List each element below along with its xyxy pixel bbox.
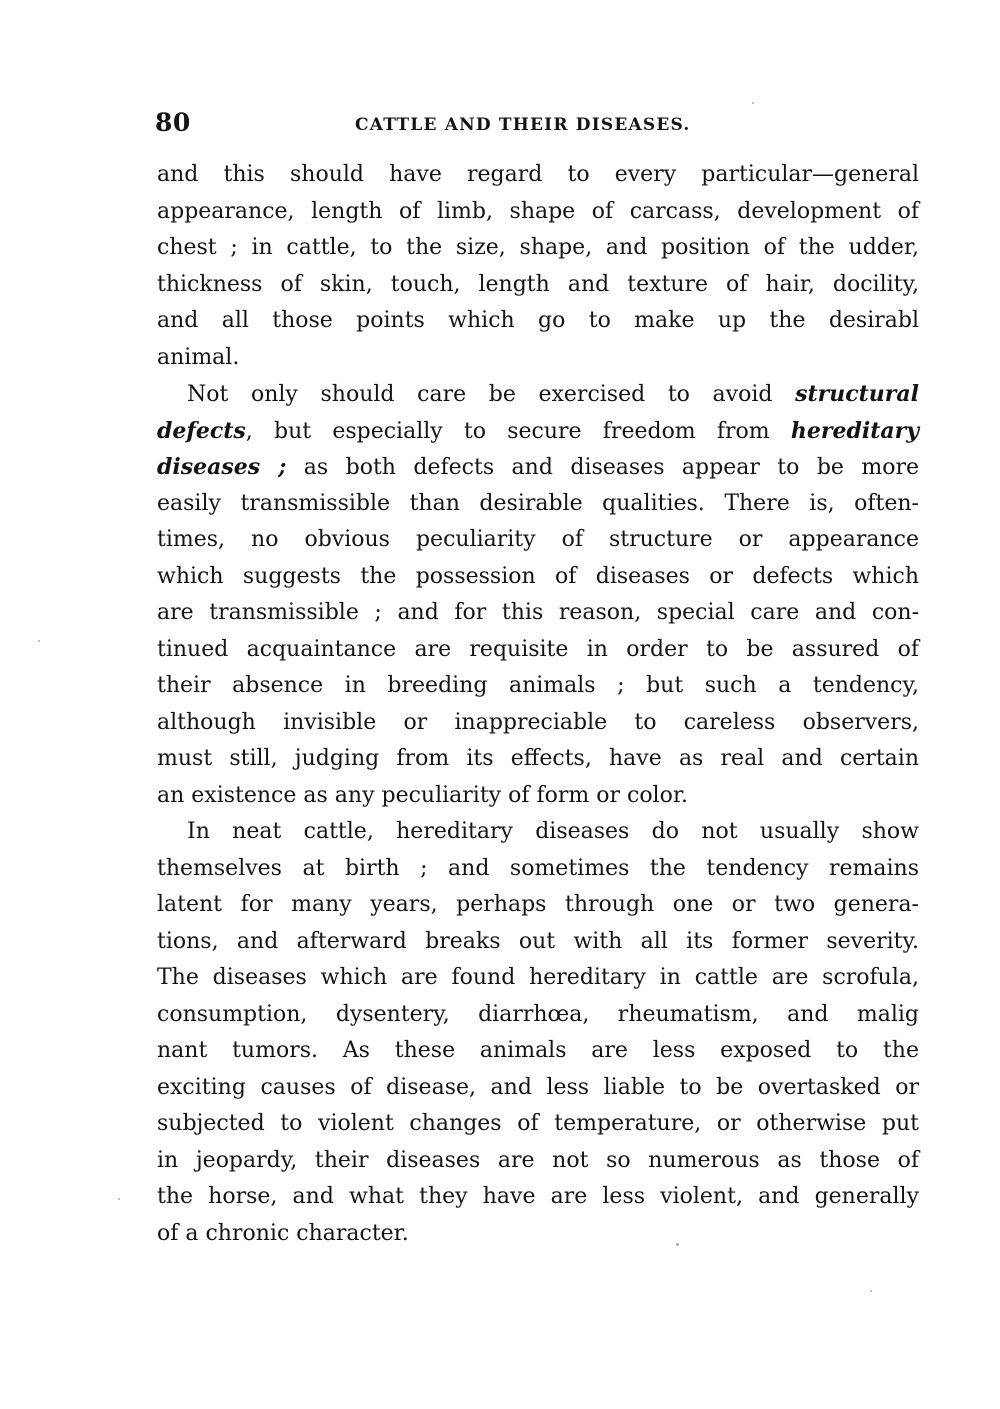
- text-line: [157, 376, 919, 413]
- text-line: are transmissible ; and for this reason, special care and con-: [157, 600, 919, 625]
- text-line: [157, 449, 919, 486]
- text-line: The diseases which are found hereditary in cattle are scrofula,: [157, 965, 919, 990]
- running-head: CATTLE AND THEIR DISEASES.: [355, 115, 691, 135]
- text-line: exciting causes of disease, and less liable to be overtasked or: [157, 1074, 919, 1100]
- text-line: subjected to violent changes of temperature, or otherwise put: [157, 1111, 919, 1136]
- text-line: tinued acquaintance are requisite in order to be assured of: [157, 636, 919, 662]
- text-line: In neat cattle, hereditary diseases do not usually show: [187, 819, 919, 844]
- scan-speck: [118, 1198, 120, 1200]
- text-line: must still, judging from its effects, have as real and certain: [157, 746, 919, 771]
- body-text: [157, 157, 919, 1252]
- text-line: appearance, length of limb, shape of carcass, development of: [157, 198, 919, 224]
- italic-term: diseases ;: [157, 454, 287, 480]
- text-line: thickness of skin, touch, length and texture of hair, docility,: [157, 271, 919, 297]
- text-line: chest ; in cattle, to the size, shape, and position of the udder,: [157, 235, 919, 260]
- text-line: animal.: [157, 344, 240, 370]
- text-line: and all those points which go to make up the desirabl: [157, 308, 919, 333]
- text-line: their absence in breeding animals ; but such a tendency,: [157, 673, 919, 698]
- paragraph-3: [157, 814, 919, 1252]
- text-line: an existence as any peculiarity of form or color.: [157, 782, 688, 808]
- text-line: latent for many years, perhaps through one or two genera-: [157, 892, 919, 917]
- text-line: easily transmissible than desirable qualities. There is, often-: [157, 490, 919, 516]
- page-header: [155, 108, 925, 142]
- text-line: times, no obvious peculiarity of structure or appearance: [157, 527, 919, 552]
- text-line: tions, and afterward breaks out with all its former severity.: [157, 928, 919, 954]
- italic-term: defects: [157, 417, 246, 444]
- page-number: 80: [155, 108, 191, 137]
- text-line: although invisible or inappreciable to careless observers,: [157, 709, 919, 735]
- text-line: and this should have regard to every particular—general: [157, 162, 919, 187]
- scan-speck: [38, 640, 40, 642]
- text-line: of a chronic character.: [157, 1220, 409, 1246]
- text-run: Not only should care be exercised to avoid: [187, 382, 796, 407]
- text-line: in jeopardy, their diseases are not so numerous as those of: [157, 1147, 919, 1173]
- text-line: themselves at birth ; and sometimes the tendency remains: [157, 855, 919, 881]
- text-run: , but especially to secure freedom from: [245, 418, 791, 444]
- paragraph-2: [157, 376, 919, 814]
- scan-speck: [752, 102, 754, 104]
- text-line: nant tumors. As these animals are less exposed to the: [157, 1038, 919, 1063]
- scan-speck: [870, 1290, 872, 1292]
- italic-term: hereditary: [790, 417, 919, 444]
- text-run: as both defects and diseases appear to be more: [286, 455, 919, 480]
- paragraph-1: [157, 157, 919, 376]
- text-line: [157, 413, 919, 450]
- text-line: the horse, and what they have are less violent, and generally: [157, 1184, 919, 1209]
- text-line: which suggests the possession of diseases or defects which: [157, 563, 919, 589]
- italic-term: structural: [795, 381, 919, 407]
- scan-speck: [676, 1243, 679, 1246]
- text-line: consumption, dysentery, diarrhœa, rheumatism, and malig: [157, 1001, 919, 1027]
